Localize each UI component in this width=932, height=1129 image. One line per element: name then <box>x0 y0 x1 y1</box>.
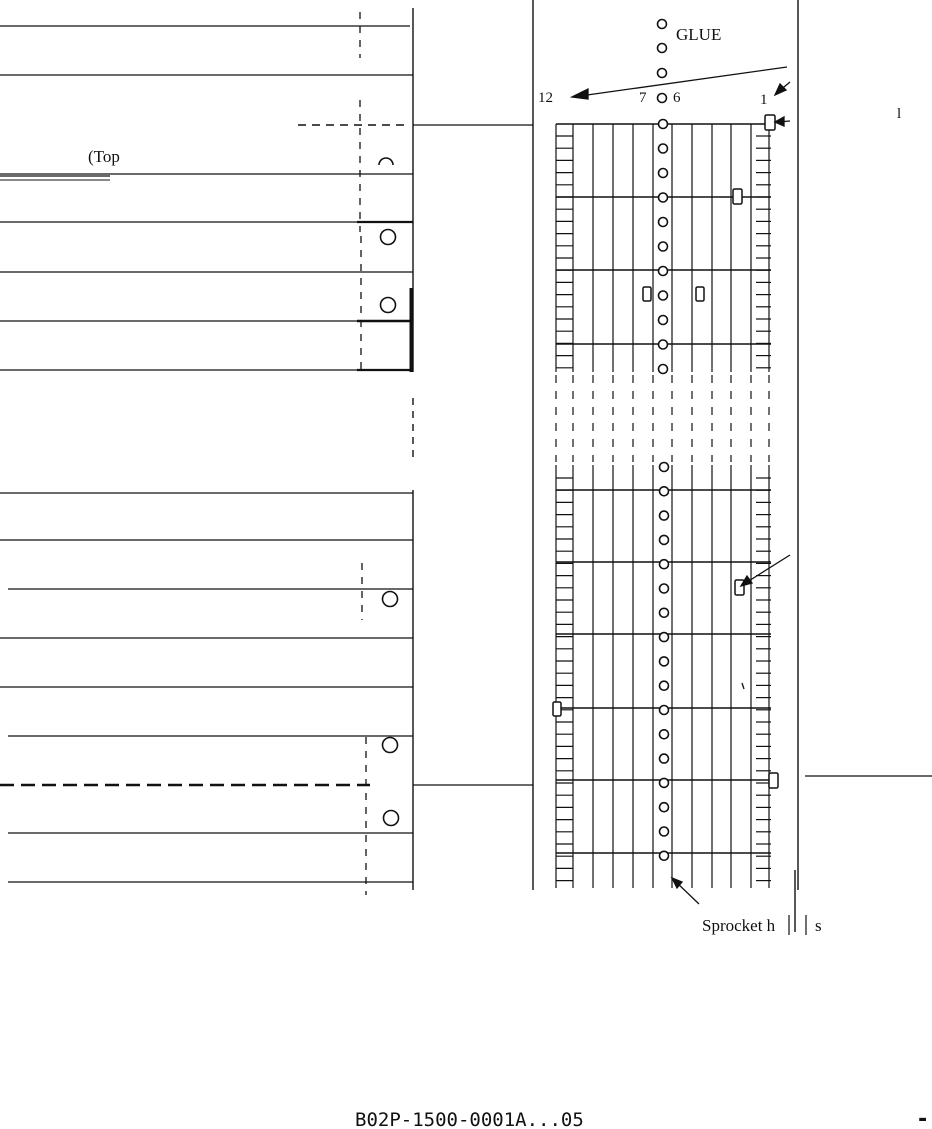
arrowhead-channel-1-icon <box>775 84 786 95</box>
channel-punch <box>765 115 775 130</box>
glue-label: GLUE <box>676 25 722 44</box>
channel-7-label: 7 <box>639 90 647 106</box>
arrowhead-punch-top-icon <box>775 117 784 126</box>
channel-arrows <box>572 67 932 904</box>
sprocket-hole <box>660 706 669 715</box>
sprocket-hole <box>658 94 667 103</box>
sprocket-label-tail: s <box>815 916 822 935</box>
sprocket-hole <box>659 169 668 178</box>
sprocket-hole <box>660 511 669 520</box>
document-id: B02P-1500-0001A...05 <box>355 1109 584 1129</box>
sprocket-hole <box>659 242 668 251</box>
sprocket-hole <box>659 267 668 276</box>
channel-direction-arrow <box>580 67 787 96</box>
arrowhead-left-icon <box>572 89 588 99</box>
sprocket-hole <box>660 487 669 496</box>
sprocket-hole <box>659 218 668 227</box>
channel-12-label: 12 <box>538 90 553 106</box>
sprocket-hole <box>659 144 668 153</box>
sprocket-hole <box>660 851 669 860</box>
sprocket-hole <box>660 681 669 690</box>
top-note: (Top <box>88 147 120 166</box>
sprocket-hole <box>660 827 669 836</box>
sprocket-hole <box>660 463 669 472</box>
sprocket-hole <box>660 778 669 787</box>
sprocket-hole <box>659 193 668 202</box>
sprocket-hole <box>660 657 669 666</box>
feed-hole <box>383 592 398 607</box>
right-margin-mark: l <box>897 106 902 122</box>
form-sheet <box>411 8 413 890</box>
stray-tick <box>742 683 744 689</box>
channel-1-label: 1 <box>760 92 768 108</box>
feed-hole <box>381 230 396 245</box>
channel-punch <box>553 702 561 716</box>
channel-6-label: 6 <box>673 90 681 106</box>
sprocket-hole <box>659 365 668 374</box>
channel-punch <box>643 287 651 301</box>
sprocket-hole <box>660 560 669 569</box>
channel-punch <box>696 287 704 301</box>
sprocket-hole <box>660 754 669 763</box>
sprocket-hole <box>660 803 669 812</box>
sprocket-hole <box>659 291 668 300</box>
feed-hole <box>384 811 399 826</box>
sprocket-hole <box>659 316 668 325</box>
tape-grid <box>556 124 771 888</box>
sprocket-hole <box>660 633 669 642</box>
sprocket-hole <box>659 120 668 129</box>
feed-hole <box>383 738 398 753</box>
sprocket-hole <box>660 730 669 739</box>
channel-punch <box>769 773 778 788</box>
feed-hole-partial <box>379 158 393 165</box>
corner-mark: - <box>916 1107 930 1129</box>
sprocket-holes <box>658 20 669 861</box>
sprocket-hole <box>658 20 667 29</box>
sprocket-hole <box>660 535 669 544</box>
sprocket-hole <box>660 608 669 617</box>
sprocket-hole <box>660 584 669 593</box>
feed-hole <box>381 298 396 313</box>
sprocket-hole <box>658 44 667 53</box>
sprocket-label: Sprocket h <box>702 916 776 935</box>
form-feed-holes <box>379 158 399 826</box>
form-fold-line <box>360 12 366 895</box>
channel-punch <box>733 189 742 204</box>
sprocket-hole <box>658 69 667 78</box>
form-lines <box>0 26 413 882</box>
sprocket-hole <box>659 340 668 349</box>
